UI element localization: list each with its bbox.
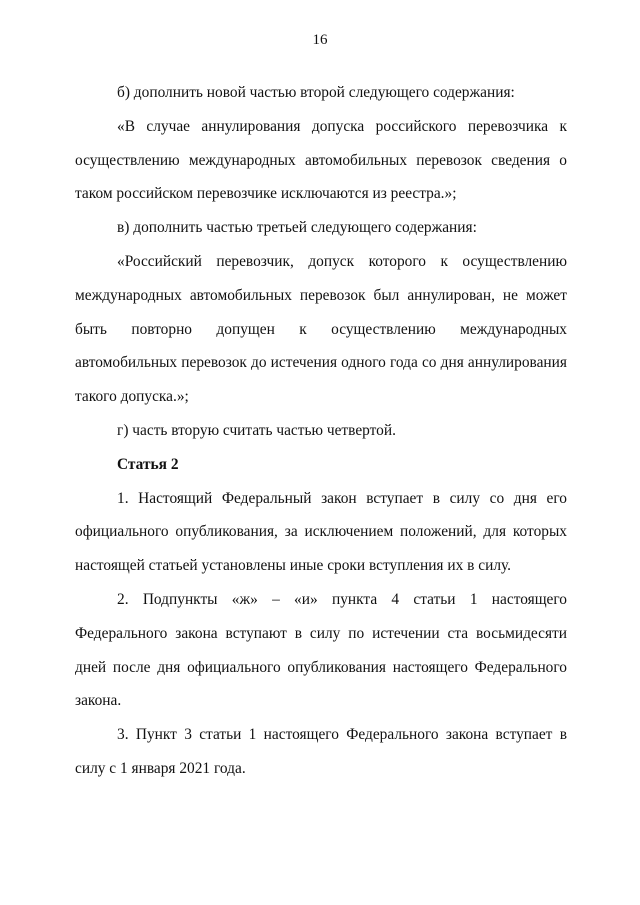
article-heading: Статья 2 bbox=[117, 455, 179, 473]
paragraph-quote-1: «В случае аннулирования допуска российского перевозчика к осуществлению международных автомобильных перевозок сведения о таком российском перевозчике исключаются из реестра.»; bbox=[75, 117, 567, 203]
article-item-3: 3. Пункт 3 статьи 1 настоящего Федерального закона вступает в силу с 1 января 2021 года. bbox=[75, 726, 567, 777]
paragraph-v: в) дополнить частью третьей следующего содержания: bbox=[117, 219, 477, 237]
page-number: 16 bbox=[312, 32, 328, 48]
article-item-1: 1. Настоящий Федеральный закон вступает в силу со дня его официального опубликования, за исключением положений, для которых настоящей статьей установлены иные сроки вступления их в силу. bbox=[75, 489, 567, 575]
paragraph-b: б) дополнить новой частью второй следующего содержания: bbox=[117, 84, 515, 101]
paragraph-g: г) часть вторую считать частью четвертой. bbox=[117, 421, 396, 439]
paragraph-quote-2: «Российский перевозчик, допуск которого к осуществлению международных автомобильных перевозок был аннулирован, не может быть повторно допущен к осуществлению международных автомобильных перевозок до истечения одного года со дня аннулирования такого допуска.»; bbox=[75, 252, 567, 406]
document-body bbox=[75, 76, 567, 786]
article-item-2: 2. Подпункты «ж» – «и» пункта 4 статьи 1 настоящего Федерального закона вступают в силу по истечении ста восьмидесяти дней после дня официального опубликования настоящего Федерального закона. bbox=[75, 590, 567, 710]
